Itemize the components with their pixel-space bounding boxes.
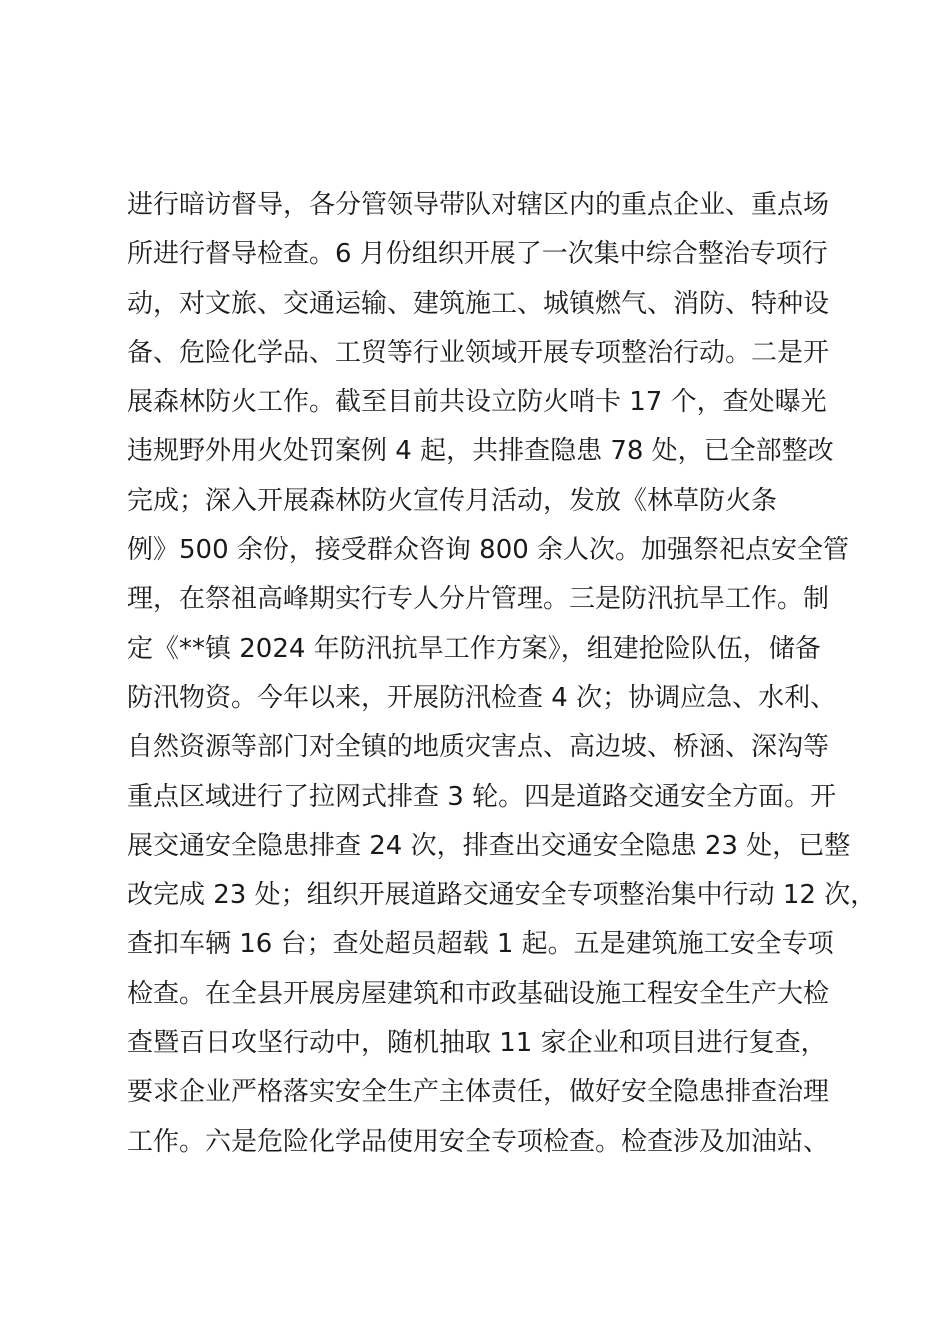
- text-line: 要求企业严格落实安全生产主体责任，做好安全隐患排查治理: [127, 1077, 830, 1108]
- text-line: 动，对文旅、交通运输、建筑施工、城镇燃气、消防、特种设: [127, 288, 830, 319]
- text-line: 定《**镇 2024 年防汛抗旱工作方案》，组建抢险队伍，储备: [127, 633, 821, 664]
- text-line: 理，在祭祖高峰期实行专人分片管理。三是防汛抗旱工作。制: [127, 584, 830, 615]
- text-line: 查扣车辆 16 台；查处超员超载 1 起。五是建筑施工安全专项: [127, 929, 834, 960]
- text-line: 工作。六是危险化学品使用安全专项检查。检查涉及加油站、: [127, 1126, 830, 1157]
- text-line: 重点区域进行了拉网式排查 3 轮。四是道路交通安全方面。开: [127, 781, 837, 812]
- text-line: 违规野外用火处罚案例 4 起，共排查隐患 78 处，已全部整改: [127, 436, 834, 467]
- text-line: 进行暗访督导，各分管领导带队对辖区内的重点企业、重点场: [127, 190, 830, 220]
- text-line: 例》500 余份，接受群众咨询 800 余人次。加强祭祀点安全管: [127, 535, 850, 566]
- text-line: 完成；深入开展森林防火宣传月活动，发放《林草防火条: [127, 485, 778, 516]
- text-line: 所进行督导检查。6 月份组织开展了一次集中综合整治专项行: [127, 239, 828, 270]
- text-line: 展森林防火工作。截至目前共设立防火哨卡 17 个，查处曝光: [127, 387, 827, 418]
- text-line: 检查。在全县开展房屋建筑和市政基础设施工程安全生产大检: [127, 978, 830, 1009]
- text-line: 改完成 23 处；组织开展道路交通安全专项整治集中行动 12 次，: [127, 880, 877, 911]
- text-line: 查暨百日攻坚行动中，随机抽取 11 家企业和项目进行复查，: [127, 1028, 827, 1059]
- body-paragraph: [127, 181, 877, 1167]
- text-line: 自然资源等部门对全镇的地质灾害点、高边坡、桥涵、深沟等: [127, 732, 830, 763]
- text-line: 备、危险化学品、工贸等行业领域开展专项整治行动。二是开: [127, 337, 830, 368]
- text-line: 展交通安全隐患排查 24 次，排查出交通安全隐患 23 处，已整: [127, 830, 851, 861]
- text-line: 防汛物资。今年以来，开展防汛检查 4 次；协调应急、水利、: [127, 682, 837, 713]
